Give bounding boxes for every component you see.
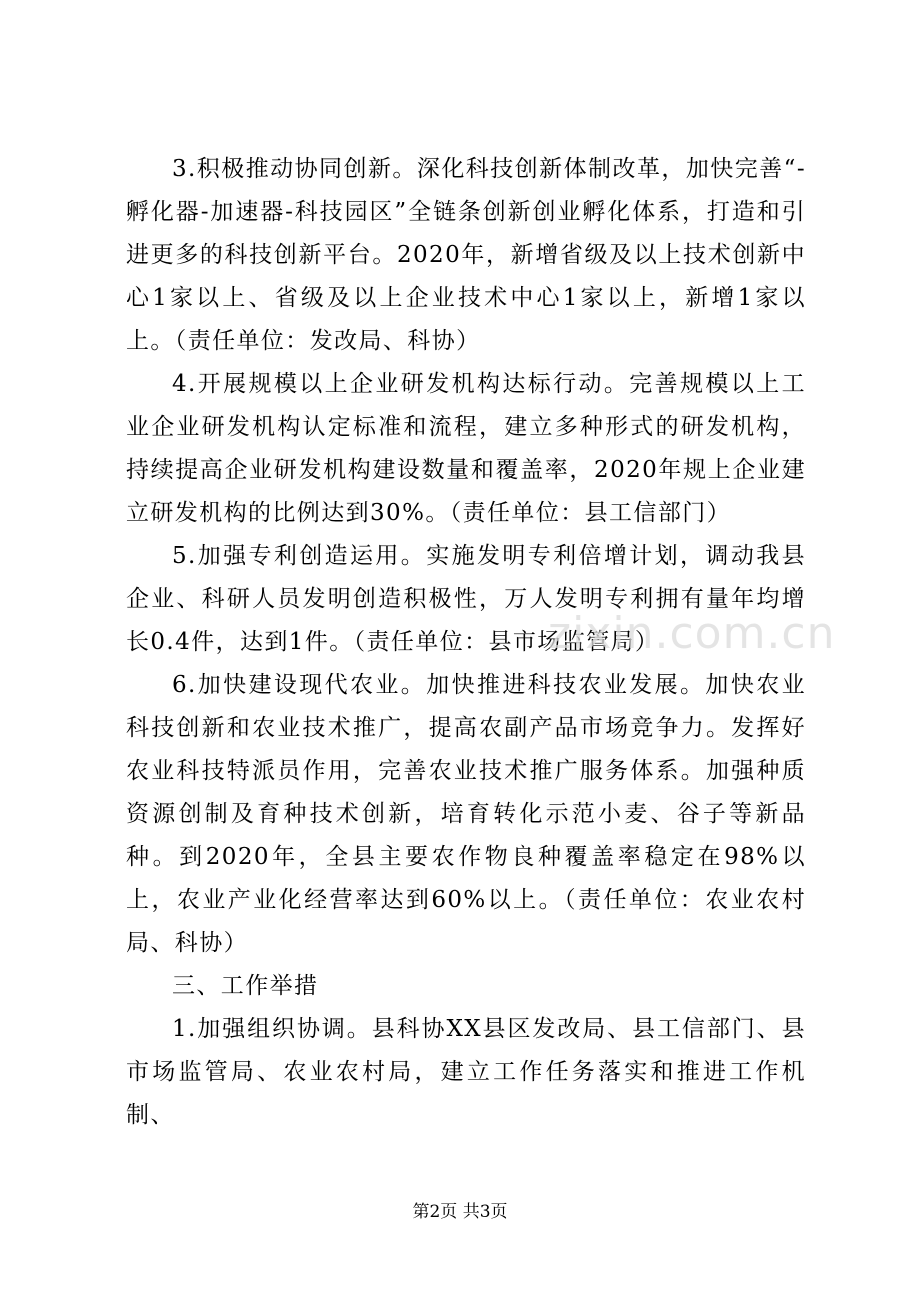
document-body xyxy=(126,148,806,1137)
paragraph-5-patents: 5.加强专利创造运用。实施发明专利倍增计划，调动我县企业、科研人员发明创造积极性，万人发明专利拥有量年均增长0.4件，达到1件。（责任单位：县市场监管局） xyxy=(126,543,806,655)
paragraph-6-modern-agriculture: 6.加快建设现代农业。加快推进科技农业发展。加快农业科技创新和农业技术推广，提高农副产品市场竞争力。发挥好农业科技特派员作用，完善农业技术推广服务体系。加强种质资源创制及育种技术创新，培育转化示范小麦、谷子等新品种。到2020年，全县主要农作物良种覆盖率稳定在98%以上，农业产业化经营率达到60%以上。（责任单位：农业农村局、科协） xyxy=(126,672,806,956)
page-footer: 第2页 共3页 xyxy=(412,1202,508,1222)
paragraph-4-rd-institutions: 4.开展规模以上企业研发机构达标行动。完善规模以上工业企业研发机构认定标准和流程，建立多种形式的研发机构，持续提高企业研发机构建设数量和覆盖率，2020年规上企业建立研发机构的比例达到30%。（责任单位：县工信部门） xyxy=(126,371,806,526)
paragraph-1-organization-coordination: 1.加强组织协调。县科协XX县区发改局、县工信部门、县市场监管局、农业农村局，建立工作任务落实和推进工作机制、 xyxy=(126,1016,806,1128)
paragraph-3-collaborative-innovation: 3.积极推动协同创新。深化科技创新体制改革，加快完善“-孵化器-加速器-科技园区”全链条创新创业孵化体系，打造和引进更多的科技创新平台。2020年，新增省级及以上技术创新中心1家以上、省级及以上企业技术中心1家以上，新增1家以上。（责任单位：发改局、科协） xyxy=(126,156,806,354)
section-heading-work-measures: 三、工作举措 xyxy=(172,973,319,999)
watermark: zixin.com.cn xyxy=(548,608,836,659)
